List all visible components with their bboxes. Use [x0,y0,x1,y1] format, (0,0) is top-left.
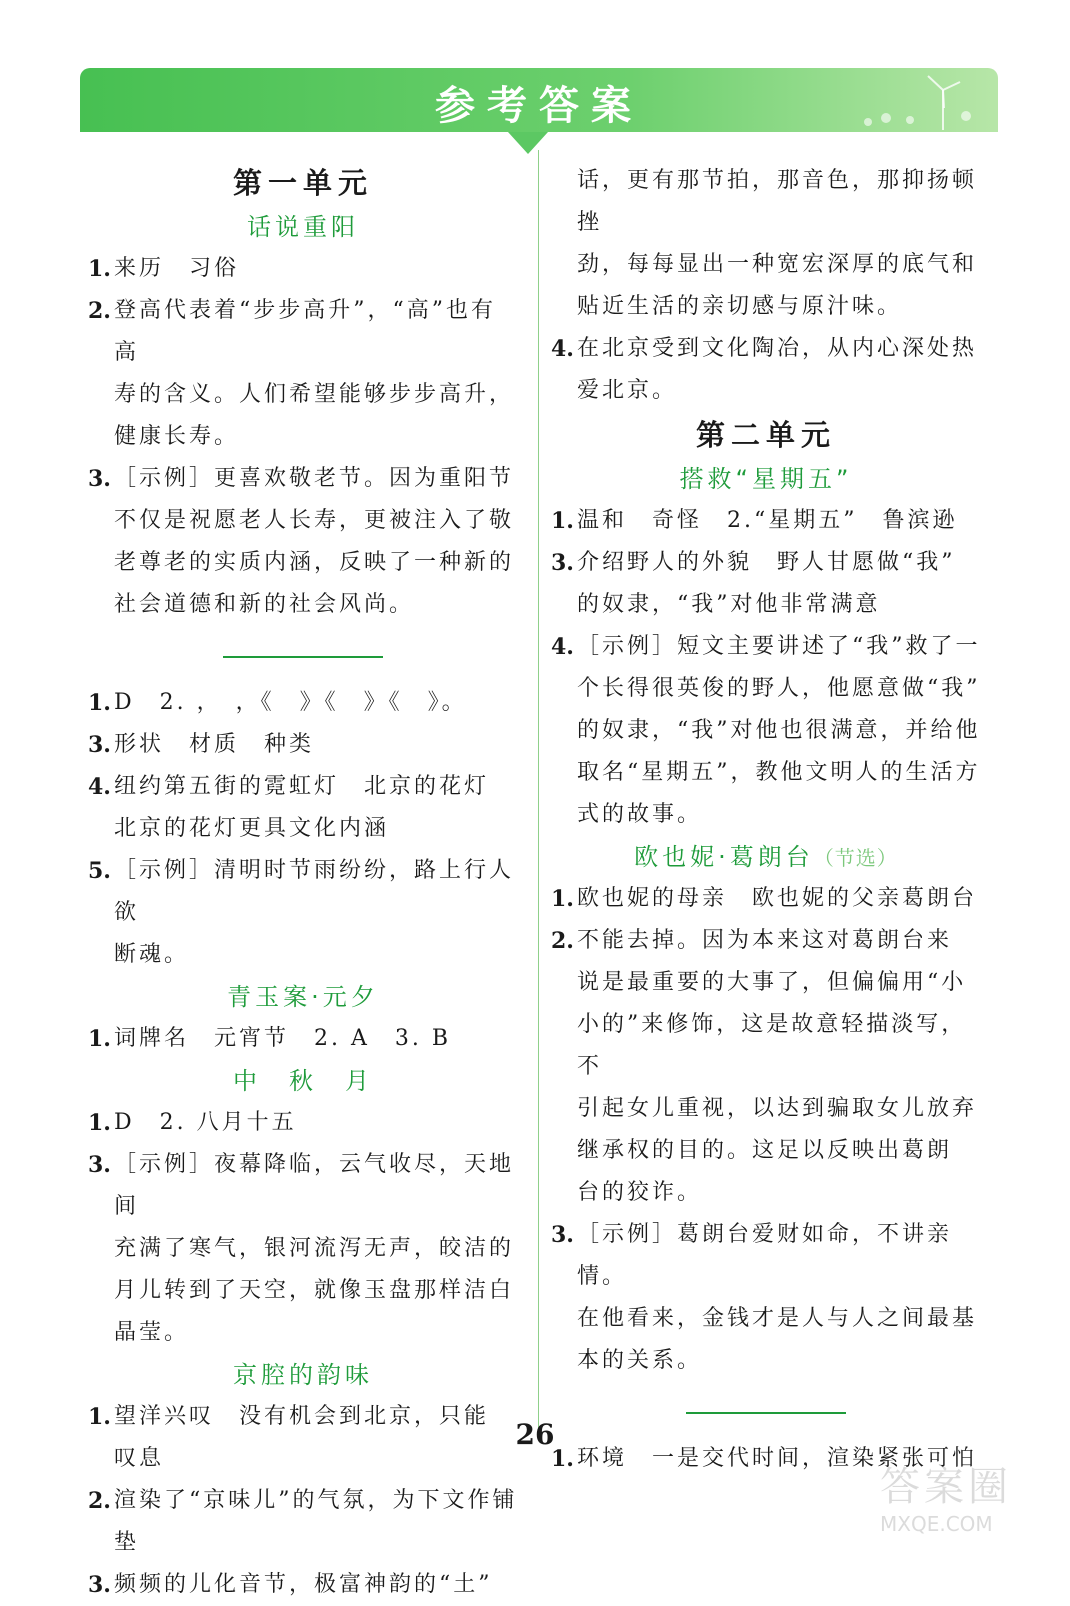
answer-line: 小的”来修饰，这是故意轻描淡写，不 [577,1012,967,1079]
page-number: 26 [515,1418,555,1451]
site-watermark [880,1455,1050,1536]
lesson-title: 青玉案·元夕 [227,983,379,1011]
answer-item: 2. 登高代表着“步步高升”，“高”也有高 [88,298,496,365]
answer-line: 寿的含义。人们希望能够步步高升， [114,382,515,407]
answer-banner [80,68,998,132]
answer-line: 不仅是祝愿老人长寿，更被注入了敬 [114,508,515,533]
answer-item: 2. 不能去掉。因为本来这对葛朗台来 [551,928,953,954]
answer-item: 1. 温和 奇怪 2.“星期五” 鲁滨逊 [551,508,958,534]
answer-line: 台的狡诈。 [577,1180,703,1205]
answer-line: 说是最重要的大事了，但偏偏用“小 [577,970,967,995]
answer-line: 爱北京。 [577,378,678,403]
unit-heading-2: 第二单元 [695,418,836,452]
answer-line: 贴近生活的亲切感与原汁味。 [577,294,903,319]
lesson-title: 话说重阳 [247,213,359,241]
answer-line: 的奴隶，“我”对他非常满意 [577,592,881,617]
banner-title: 参考答案 [435,83,643,129]
left-column [88,160,518,1606]
answer-item: 1. D 2. 八月十五 [88,1110,297,1136]
answer-line: 社会道德和新的社会风尚。 [114,592,415,617]
answer-line: 充满了寒气，银河流泻无声，皎洁的 [114,1236,515,1261]
answer-item: 3. ［示例］夜幕降临，云气收尽，天地间 [88,1152,515,1219]
answer-item: 1. 词牌名 元宵节 2. A 3. B [88,1026,452,1052]
answer-item: 1. 望洋兴叹 没有机会到北京，只能 [88,1404,490,1430]
answer-item: 1. 环境 一是交代时间，渲染紧张可怕 [551,1446,978,1472]
answer-line: 本的关系。 [577,1348,703,1373]
section-rule [88,626,518,682]
lesson-title: 中 秋 月 [233,1067,373,1095]
banner-notch [508,132,548,154]
answer-item: 4. 在北京受到文化陶冶，从内心深处热 [551,336,978,362]
answer-item: 5. ［示例］清明时节雨纷纷，路上行人欲 [88,858,515,925]
answer-line: 取名“星期五”，教他文明人的生活方 [577,760,981,785]
column-divider [538,150,539,1440]
answer-item: 1. 欧也妮的母亲 欧也妮的父亲葛朗台 [551,886,978,912]
unit-heading-1: 第一单元 [232,166,373,200]
answer-item: 1. 来历 习俗 [88,256,240,282]
answer-line: 式的故事。 [577,802,703,827]
lesson-subtitle: （节选） [813,846,898,870]
answer-item: 3. 形状 材质 种类 [88,732,315,758]
answer-line: 的奴隶，“我”对他也很满意，并给他 [577,718,981,743]
answer-line: 北京的花灯更具文化内涵 [114,816,390,841]
answer-item: 4. ［示例］短文主要讲述了“我”救了一 [551,634,981,660]
answer-item: 4. 纽约第五街的霓虹灯 北京的花灯 [88,774,490,800]
answer-line: 在他看来，金钱才是人与人之间最基 [577,1306,978,1331]
right-column [551,160,981,1480]
answer-item: 3. ［示例］葛朗台爱财如命，不讲亲情。 [551,1222,953,1289]
answer-line: 继承权的目的。这足以反映出葛朗 [577,1138,953,1163]
answer-item: 3. 频频的儿化音节，极富神韵的“土” [88,1572,493,1598]
answer-item: 1. D 2. ， ，《 》《 》《 》。 [88,690,467,716]
answer-line: 月儿转到了天空，就像玉盘那样洁白 [114,1278,515,1303]
answer-line: 话，更有那节拍，那音色，那抑扬顿挫 [577,168,978,235]
answer-line: 晶莹。 [114,1320,190,1345]
answer-line: 老尊老的实质内涵，反映了一种新的 [114,550,515,575]
answer-line: 叹息 [114,1446,165,1471]
watermark-logo: 答案圈 [880,1464,1012,1510]
answer-line: 健康长寿。 [114,424,240,449]
watermark-site: MXQE.COM [880,1512,993,1536]
answer-line: 劲，每每显出一种宽宏深厚的底气和 [577,252,978,277]
answer-line: 引起女儿重视，以达到骗取女儿放弃 [577,1096,978,1121]
answer-item: 3. ［示例］更喜欢敬老节。因为重阳节 [88,466,515,492]
lesson-title: 搭救“星期五” [679,465,853,493]
lesson-title: 京腔的韵味 [233,1361,373,1389]
answer-line: 断魂。 [114,942,190,967]
lesson-title: 欧也妮·葛朗台（节选） [634,843,898,871]
answer-item: 3. 介绍野人的外貌 野人甘愿做“我” [551,550,956,576]
windmill-grass-decoration [848,72,978,130]
answer-item: 2. 渲染了“京味儿”的气氛，为下文作铺垫 [88,1488,518,1555]
answer-line: 个长得很英俊的野人，他愿意做“我” [577,676,981,701]
